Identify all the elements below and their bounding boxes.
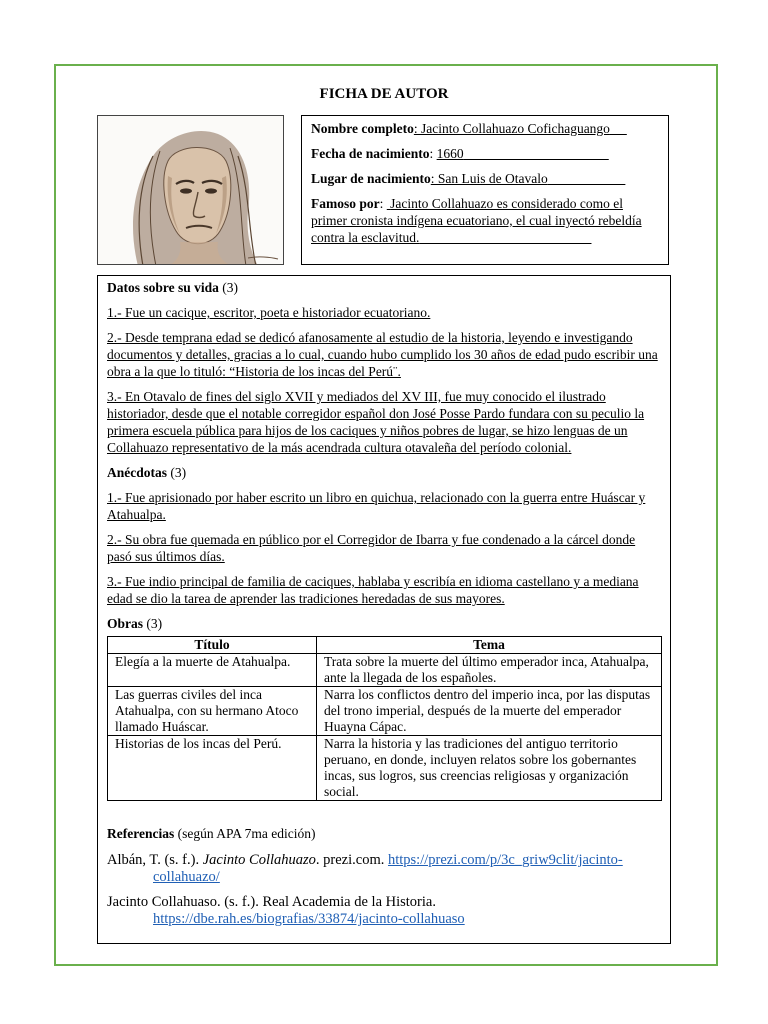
name-value: : Jacinto Collahuazo Cofichaguango: [413, 121, 610, 136]
famous-value: Jacinto Collahuazo es considerado como el primer cronista indígena ecuatoriano, el cual inyectó rebeldía contra la esclavitud.: [311, 196, 642, 245]
anecdotes-heading: Anécdotas: [107, 465, 167, 480]
works-header-title: Título: [108, 637, 317, 654]
table-row: [108, 736, 662, 801]
author-info-box: [301, 115, 669, 265]
reference-link-1[interactable]: https://prezi.com/p/3c_griw9clit/jacinto-collahuazo/: [153, 852, 623, 885]
table-row: [108, 687, 662, 736]
birthplace-label: Lugar de nacimiento: [311, 171, 431, 186]
work-title: Las guerras civiles del inca Atahualpa, con su hermano Atoco llamado Huáscar.: [108, 687, 317, 736]
references-note: (según APA 7ma edición): [177, 826, 316, 841]
anecdote-item-3: 3.- Fue indio principal de familia de caciques, hablaba y escribía en idioma castellano y a mediana edad se dio la tarea de aprender las tradiciones heredadas de sus mayores.: [107, 574, 639, 606]
anecdotes-heading-row: [107, 464, 661, 481]
main-content-box: [97, 275, 671, 944]
work-theme: Narra los conflictos dentro del imperio inca, por las disputas del trono imperial, después de la muerte del emperador Huayna Cápac.: [317, 687, 662, 736]
work-theme: Narra la historia y las tradiciones del antiguo territorio peruano, en donde, incluyen relatos sobre los gobernantes incas, sus logros, sus creencias religiosas y organización social.: [317, 736, 662, 801]
birthdate-value: 1660: [436, 146, 464, 161]
reference-item-1: Albán, T. (s. f.). Jacinto Collahuazo. prezi.com. https://prezi.com/p/3c_griw9clit/jacinto-collahuazo/: [107, 852, 623, 885]
famous-label: Famoso por: [311, 196, 380, 211]
table-row: [108, 654, 662, 687]
famous-row: Famoso por: Jacinto Collahuazo es considerado como el primer cronista indígena ecuatoriano, el cual inyectó rebeldía contra la esclavitud.: [311, 196, 642, 245]
life-item-2: 2.- Desde temprana edad se dedicó afanosamente al estudio de la historia, leyendo e investigando documentos y detalles, gracias a lo cual, cuando hubo cumplido los 30 años de edad pudo escribir una obra a la que lo tituló: “Historia de los incas del Perú¨.: [107, 330, 658, 379]
references-heading-row: [107, 825, 661, 842]
reference-item-2: Jacinto Collahuaso. (s. f.). Real Academia de la Historia. https://dbe.rah.es/biografias/33874/jacinto-collahuaso: [107, 894, 465, 927]
life-item-3: 3.- En Otavalo de fines del siglo XVII y mediados del XV III, fue muy conocido el ilustrado historiador, desde que el notable corregidor español don José Posse Pardo fundara con su peculio la primera escuela pública para hijos de los caciques y niños pobres de lugar, se hizo lenguas de un Collahuazo representativo de la más acendrada cultura otavaleña del período colonial.: [107, 389, 645, 455]
anecdote-item-2: 2.- Su obra fue quemada en público por el Corregidor de Ibarra y fue condenado a la cárcel donde pasó sus últimos días.: [107, 532, 636, 564]
name-label: Nombre completo: [311, 121, 414, 136]
works-table: [107, 636, 662, 801]
document-title: FICHA DE AUTOR: [319, 86, 449, 102]
references-heading: Referencias: [107, 826, 175, 841]
work-title: Historias de los incas del Perú.: [108, 736, 317, 801]
anecdotes-count: (3): [170, 465, 187, 480]
life-heading-row: [107, 279, 661, 296]
works-header-theme: Tema: [317, 637, 662, 654]
life-item-1: 1.- Fue un cacique, escritor, poeta e historiador ecuatoriano.: [107, 305, 431, 320]
work-theme: Trata sobre la muerte del último emperador inca, Atahualpa, ante la llegada de los españoles.: [317, 654, 662, 687]
works-heading: Obras: [107, 616, 144, 631]
works-table-header: [108, 637, 662, 654]
name-row: [311, 120, 660, 137]
birthdate-row: Fecha de nacimiento: 1660: [311, 146, 464, 161]
references-section: [107, 825, 661, 928]
life-heading: Datos sobre su vida: [107, 280, 219, 295]
birthplace-row: [311, 170, 660, 187]
work-title: Elegía a la muerte de Atahualpa.: [108, 654, 317, 687]
author-portrait: [97, 115, 284, 265]
reference-link-2[interactable]: https://dbe.rah.es/biografias/33874/jacinto-collahuaso: [153, 911, 465, 927]
birthdate-label: Fecha de nacimiento: [311, 146, 430, 161]
works-count: (3): [146, 616, 163, 631]
anecdote-item-1: 1.- Fue aprisionado por haber escrito un libro en quichua, relacionado con la guerra entre Huáscar y Atahualpa.: [107, 490, 646, 522]
works-heading-row: [107, 615, 661, 632]
birthplace-value: : San Luis de Otavalo: [430, 171, 548, 186]
life-count: (3): [222, 280, 239, 295]
